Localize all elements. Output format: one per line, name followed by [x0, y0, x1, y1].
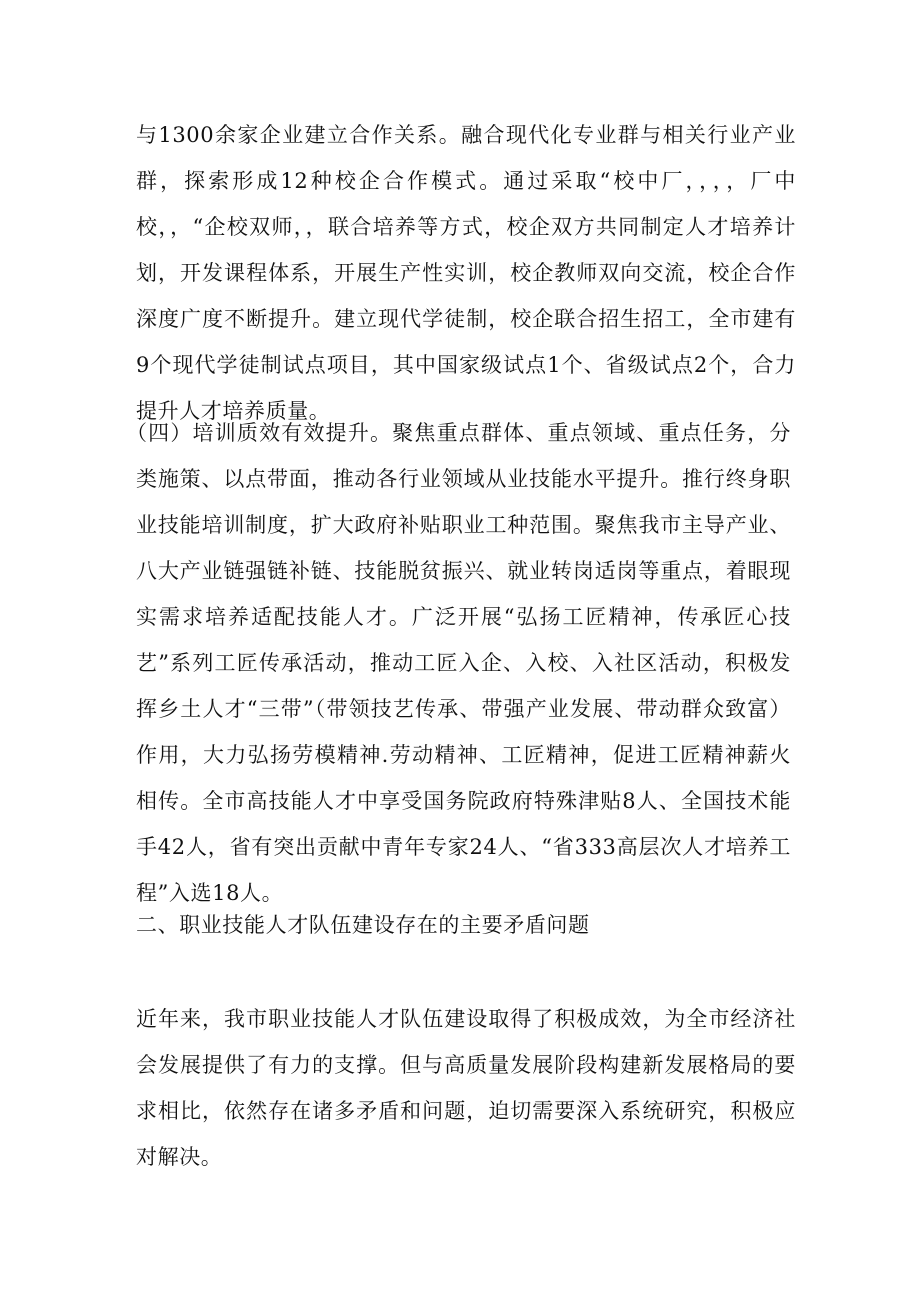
paragraph-school-enterprise-cooperation: 与1300余家企业建立合作关系。融合现代化专业群与相关行业产业群，探索形成12种校企合作模式。通过采取“校中厂，，，，厂中校，，“企校双师，，联合培养等方式，校企双方共同制定人才培养计划，开发课程体系，开展生产性实训，校企教师双向交流，校企合作深度广度不断提升。建立现代学徒制，校企联合招生招工，全市建有9个现代学徒制试点项目，其中国家级试点1个、省级试点2个，合力提升人才培养质量。 — [136, 123, 796, 423]
paragraph-recent-years: 近年来，我市职业技能人才队伍建设取得了积极成效，为全市经济社会发展提供了有力的支撑。但与高质量发展阶段构建新发展格局的要求相比，依然存在诸多矛盾和问题，迫切需要深入系统研究，积极应对解决。 — [136, 1007, 796, 1169]
section-heading-main-problems: 二、职业技能人才队伍建设存在的主要矛盾问题 — [136, 913, 590, 937]
paragraph-training-quality: （四）培训质效有效提升。聚焦重点群体、重点领域、重点任务，分类施策、以点带面，推动各行业领域从业技能水平提升。推行终身职业技能培训制度，扩大政府补贴职业工种范围。聚焦我市主导产业、八大产业链强链补链、技能脱贫振兴、就业转岗适岗等重点，着眼现实需求培养适配技能人才。广泛开展“弘扬工匠精神，传承匠心技艺”系列工匠传承活动，推动工匠入企、入校、入社区活动，积极发挥乡土人才“三带”（带领技艺传承、带强产业发展、带动群众致富）作用，大力弘扬劳模精神.劳动精神、工匠精神，促进工匠精神薪火相传。全市高技能人才中享受国务院政府特殊津贴8人、全国技术能手42人，省有突出贡献中青年专家24人、“省333高层次人才培养工程”入选18人。 — [126, 421, 791, 905]
